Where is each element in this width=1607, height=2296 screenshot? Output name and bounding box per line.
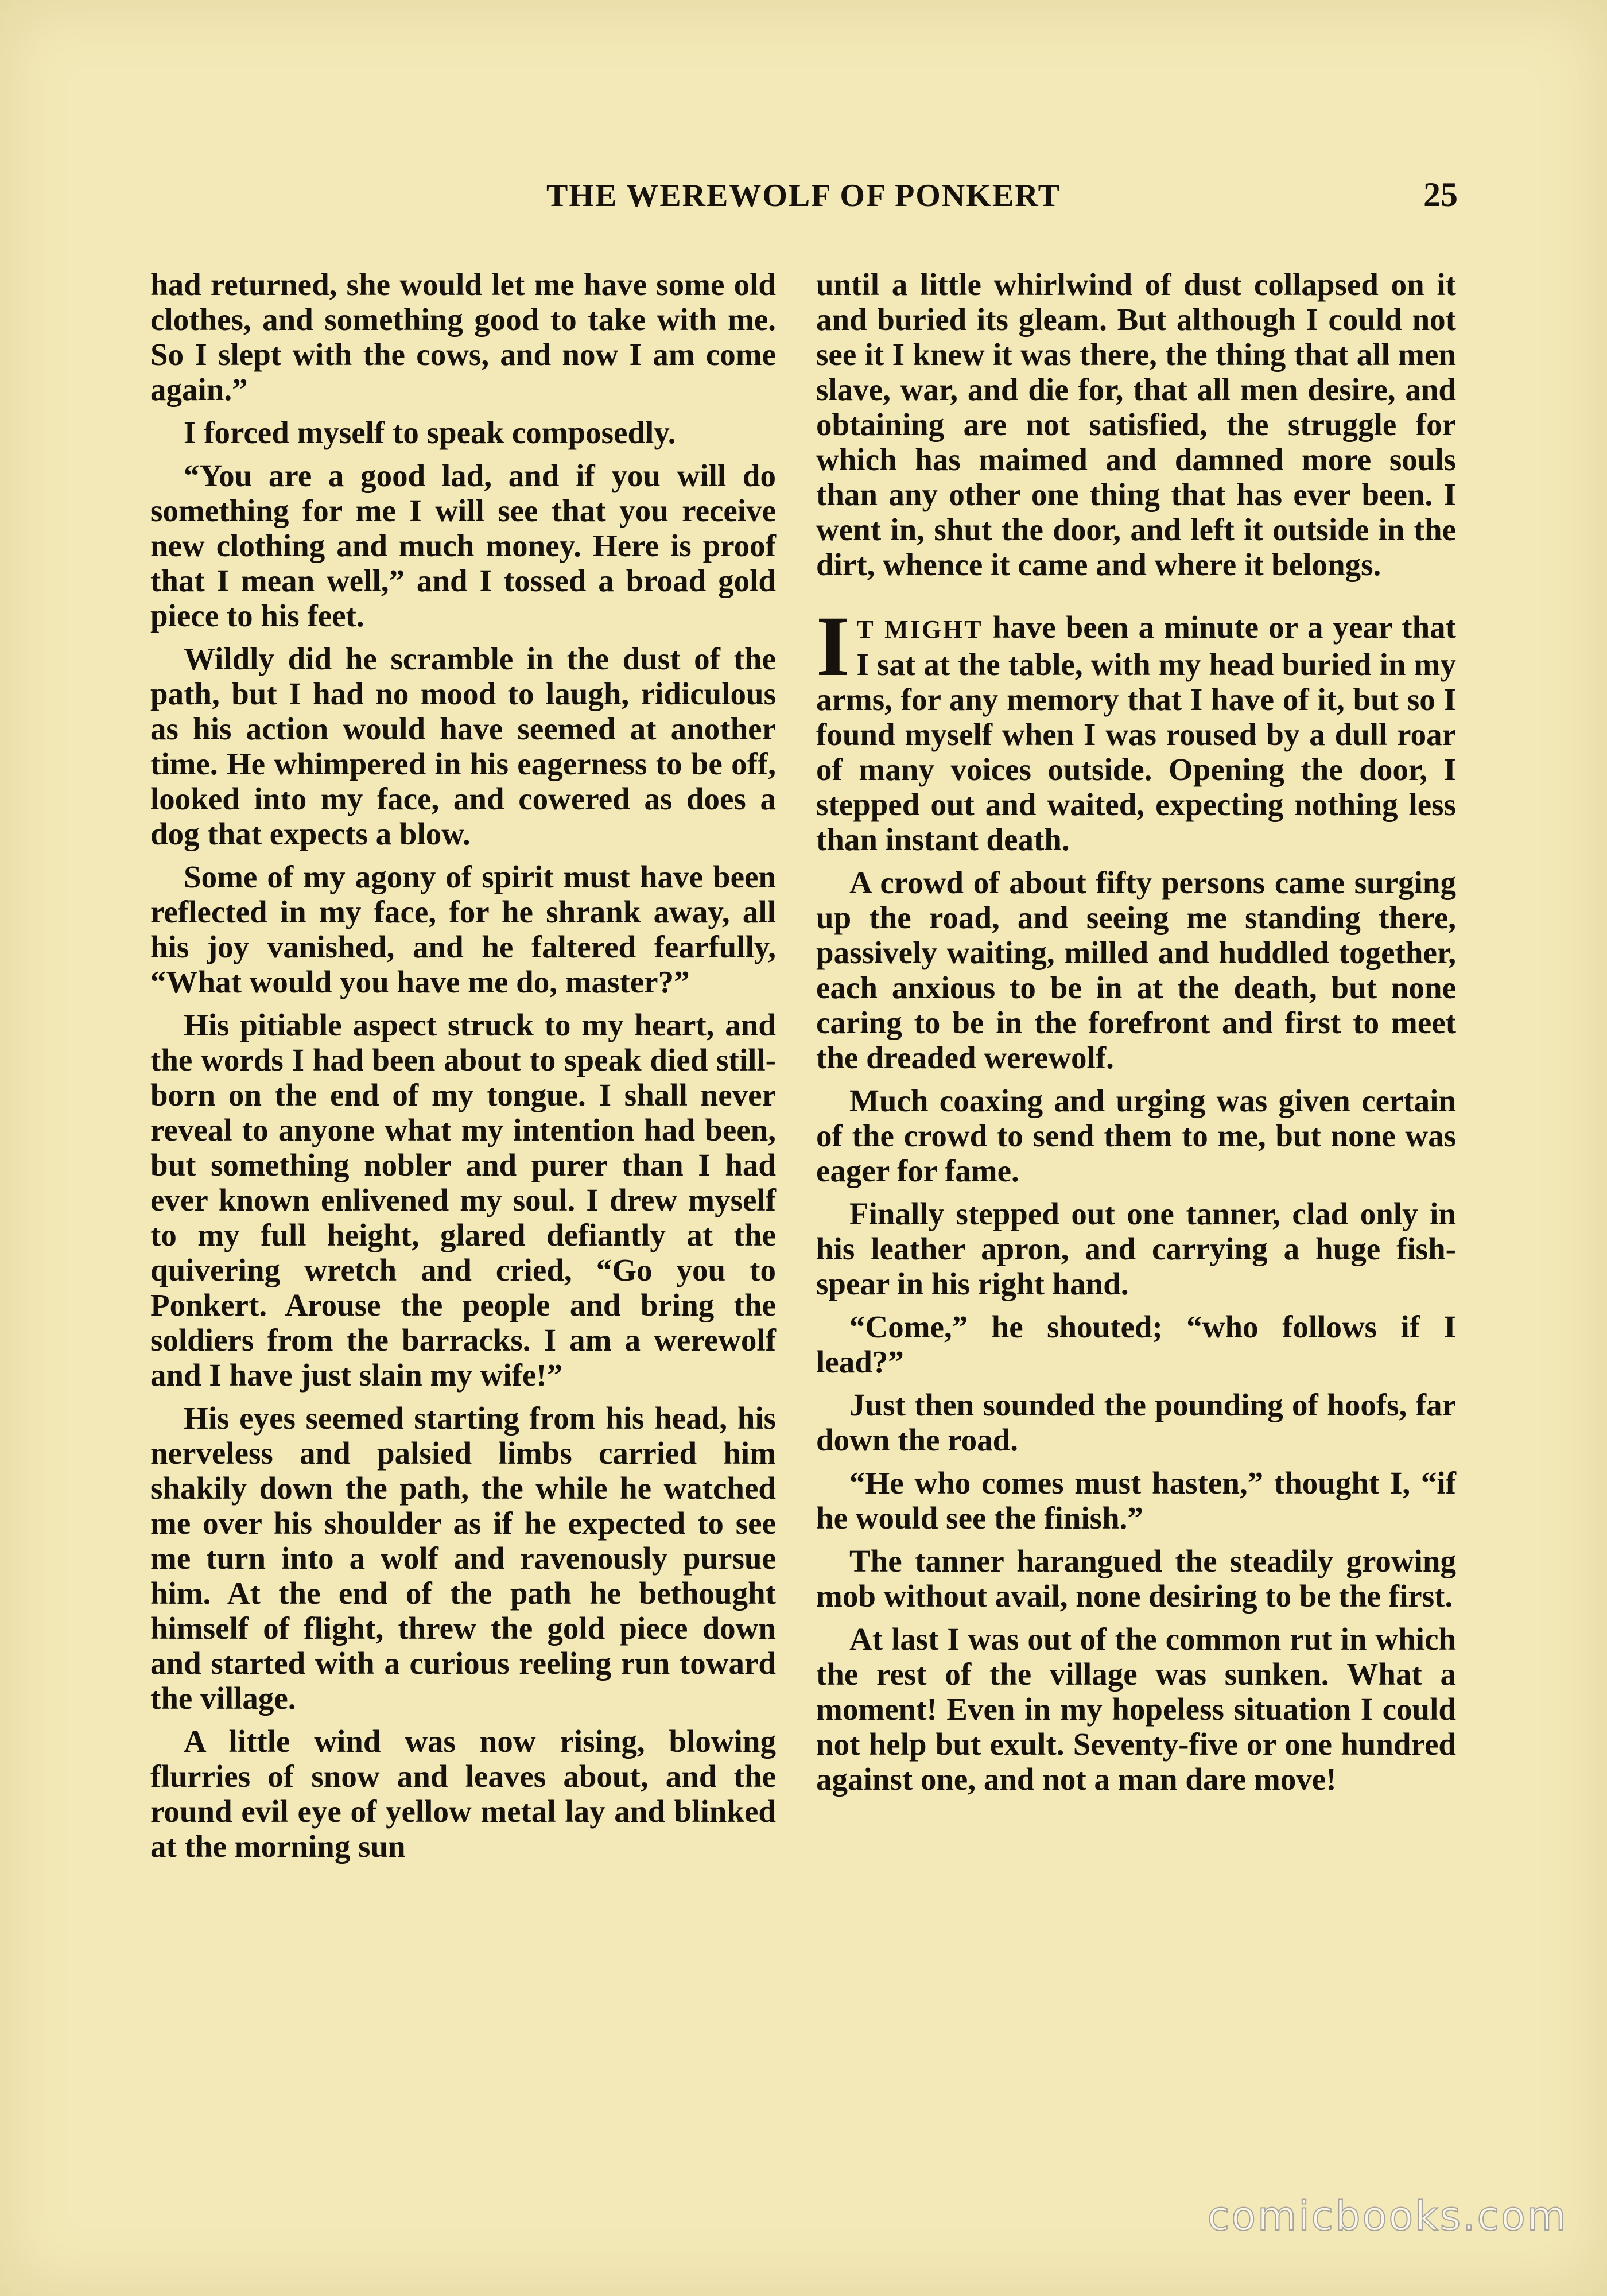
running-head xyxy=(149,169,1458,227)
paragraph: His eyes seemed starting from his head, his nerveless and palsied limbs carried him shakily down the path, the while he watched me over his shoulder as if he expected to see me turn into a wolf and ravenously pursue him. At the end of the path he bethought himself of flight, threw the gold piece down and started with a curious reeling run toward the village. xyxy=(150,1401,776,1716)
paragraph: At last I was out of the common rut in which the rest of the village was sunken. What a moment! Even in my hopeless situation I could not help but exult. Seventy-five or one hundred against one, and not a man dare move! xyxy=(816,1622,1456,1797)
paragraph: Some of my agony of spirit must have been reflected in my face, for he shrank away, all his joy vanished, and he faltered fearfully, “What would you have me do, master?” xyxy=(150,859,776,999)
paragraph: Just then sounded the pounding of hoofs, far down the road. xyxy=(816,1387,1456,1457)
paragraph: A crowd of about fifty persons came surging up the road, and seeing me standing there, passively waiting, milled and huddled together, each anxious to be in at the death, but none caring to be in the forefront and first to meet the dreaded werewolf. xyxy=(816,865,1456,1075)
section-opening xyxy=(816,599,1456,857)
paragraph: A little wind was now rising, blowing flurries of snow and leaves about, and the round evil eye of yellow metal lay and blinked at the morning sun xyxy=(150,1724,776,1864)
paragraph: “You are a good lad, and if you will do something for me I will see that you receive new clothing and much money. Here is proof that I mean well,” and I tossed a broad gold piece to his feet. xyxy=(150,458,776,633)
paragraph: “Come,” he shouted; “who follows if I lead?” xyxy=(816,1309,1456,1379)
paragraph: Finally stepped out one tanner, clad only in his leather apron, and carrying a huge fish-spear in his right hand. xyxy=(816,1196,1456,1301)
small-caps-lead: T MIGHT xyxy=(856,615,983,643)
drop-cap: I xyxy=(816,599,850,694)
page-title: THE WEREWOLF OF PONKERT xyxy=(546,178,1061,214)
watermark: comicbooks.com xyxy=(1207,2193,1568,2240)
paragraph: had returned, she would let me have some old clothes, and something good to take with me. So I slept with the cows, and now I am come again.” xyxy=(150,267,776,407)
paragraph: until a little whirlwind of dust collapsed on it and buried its gleam. But although I could not see it I knew it was there, the thing that all men slave, war, and die for, that all men desire, and obtaining are not satisfied, the struggle for which has maimed and damned more souls than any other one thing that has ever been. I went in, shut the door, and left it outside in the dirt, whence it came and where it belongs. xyxy=(816,267,1456,582)
paragraph: Much coaxing and urging was given certain of the crowd to send them to me, but none was eager for fame. xyxy=(816,1083,1456,1188)
section-text: have been a minute or a year that I sat at the table, with my head buried in my arms, for any memory that I have of it, but so I found myself when I was roused by a dull roar of many voices outside. Opening the door, I stepped out and waited, expecting nothing less than instant death. xyxy=(816,610,1456,857)
paragraph: “He who comes must hasten,” thought I, “if he would see the finish.” xyxy=(816,1465,1456,1535)
paragraph: The tanner harangued the steadily growing mob without avail, none desiring to be the first. xyxy=(816,1543,1456,1614)
paragraph: I forced myself to speak composedly. xyxy=(184,415,676,450)
left-column xyxy=(150,267,776,1872)
paragraph: His pitiable aspect struck to my heart, and the words I had been about to speak died still-born on the end of my tongue. I shall never reveal to anyone what my intention had been, but something nobler and purer than I had ever known enlivened my soul. I drew myself to my full height, glared defiantly at the quivering wretch and cried, “Go you to Ponkert. Arouse the people and bring the soldiers from the barracks. I am a werewolf and I have just slain my wife!” xyxy=(150,1007,776,1393)
page-number: 25 xyxy=(1423,176,1458,214)
paragraph: Wildly did he scramble in the dust of the path, but I had no mood to laugh, ridiculous as his action would have seemed at another time. He whimpered in his eagerness to be off, looked into my face, and cowered as does a dog that expects a blow. xyxy=(150,641,776,851)
right-column xyxy=(816,267,1456,1805)
